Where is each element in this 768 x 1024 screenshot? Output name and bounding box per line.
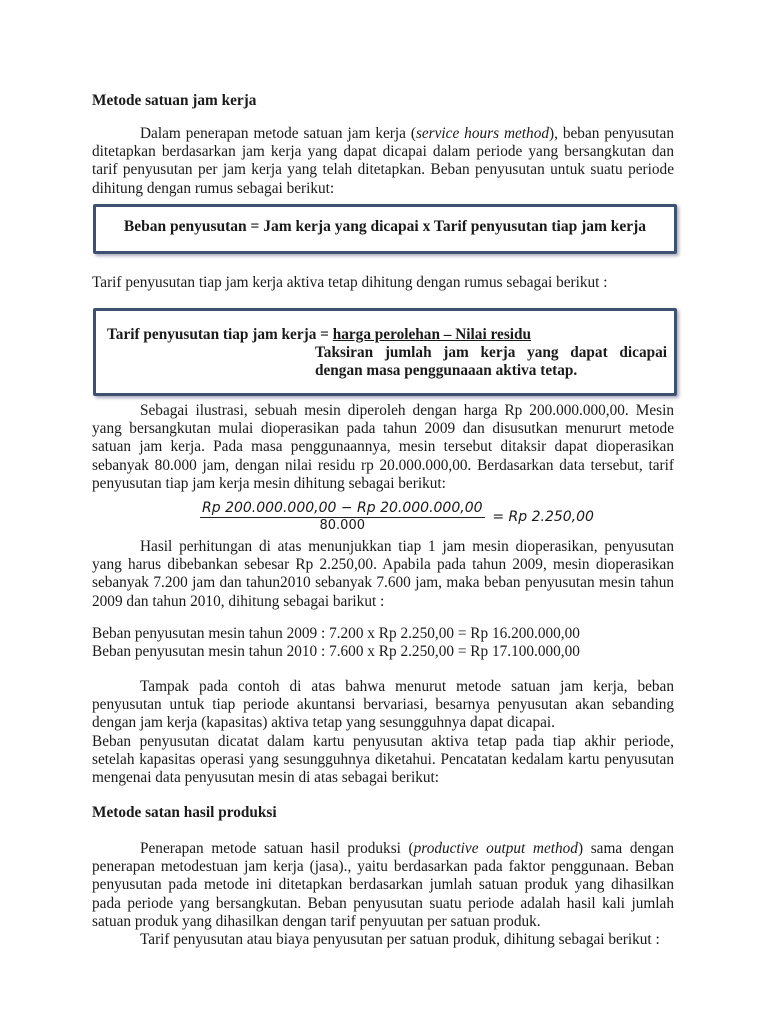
paragraph-line: Hasil perhitungan di atas menunjukkan tiap 1 jam mesin dioperasikan, penyusutan: [140, 538, 674, 555]
formula-tarif-numerator-line: Tarif penyusutan tiap jam kerja = harga perolehan – Nilai residu: [107, 326, 532, 343]
calculation-list: [92, 625, 674, 661]
paragraph-line: Tampak pada contoh di atas bahwa menurut metode satuan jam kerja, beban: [140, 678, 674, 695]
paragraph-tarif: Tarif penyusutan tiap jam kerja aktiva tetap dihitung dengan rumus sebagai berikut :: [92, 274, 608, 291]
formula-calculation: [200, 500, 594, 533]
paragraph-line: dihitung dengan rumus sebagai berikut:: [92, 179, 335, 197]
denominator-line: Taksiran jumlah jam kerja yang dapat dicapai: [315, 344, 667, 361]
paragraph-intro: [92, 125, 674, 198]
fraction-result: = Rp 2.250,00: [492, 508, 594, 525]
paragraph-line: yang harus dibebankan sebesar Rp 2.250,00. Apabila pada tahun 2009, mesin dioperasikan: [92, 556, 674, 574]
fraction: [200, 500, 485, 533]
formula-box-tarif: [93, 308, 677, 396]
paragraph-hasil: [92, 538, 674, 611]
paragraph-tampak: [92, 678, 674, 787]
paragraph-line: ditetapkan berdasarkan jam kerja yang dapat dicapai dalam periode yang bersangkutan dan: [92, 143, 674, 161]
formula-tarif-denominator: [315, 344, 667, 380]
paragraph-line: satuan jam kerja. Pada masa penggunaannya, mesin tersebut ditaksir dapat dioperasikan: [92, 438, 674, 456]
paragraph-ilustrasi: [92, 402, 674, 493]
paragraph-line: satuan produk yang dihasilkan dengan tarif penyuutan per satuan produk.: [92, 912, 541, 930]
paragraph-line: penerapan metodestuan jam kerja (jasa)., yaitu berdasarkan pada faktor penggunaan. Beban: [92, 858, 674, 876]
calculation-2009: Beban penyusutan mesin tahun 2009 : 7.200 x Rp 2.250,00 = Rp 16.200.000,00: [92, 625, 580, 642]
paragraph-line: Penerapan metode satuan hasil produksi (productive output method) sama dengan: [140, 840, 674, 857]
paragraph-hasil-produksi: [92, 840, 674, 949]
paragraph-line: penyusutan pada metode ini ditetapkan berdasarkan jumlah satuan produk yang dihasilkan: [92, 876, 674, 894]
paragraph-line: setelah kapasitas operasi yang sesungguhnya diketahui. Pencatatan kedalam kartu penyusutan: [92, 750, 674, 768]
paragraph-line: Tarif penyusutan atau biaya penyusutan per satuan produk, dihitung sebagai berikut :: [140, 930, 660, 948]
denominator-line: dengan masa penggunaaan aktiva tetap.: [315, 362, 578, 380]
paragraph-line: yang bersangkutan mulai dioperasikan pada tahun 2009 dan disusutkan menururt metode: [92, 420, 674, 438]
heading-metode-satuan-jam-kerja: Metode satuan jam kerja: [92, 92, 257, 109]
heading-metode-satuan-hasil-produksi: Metode satan hasil produksi: [92, 804, 277, 821]
paragraph-line: mengenai data penyusutan mesin di atas sebagai berikut:: [92, 768, 440, 786]
fraction-numerator: Rp 200.000.000,00 − Rp 20.000.000,00: [202, 500, 483, 516]
paragraph-line: Beban penyusutan dicatat dalam kartu penyusutan aktiva tetap pada tiap akhir periode,: [92, 732, 674, 750]
paragraph-line: penyusutan tiap jam kerja mesin dihitung sebagai berikut:: [92, 474, 446, 492]
paragraph-line: sebanyak 80.000 jam, dengan nilai residu rp 20.000.000,00. Berdasarkan data tersebut, tarif: [92, 456, 674, 474]
paragraph-line: 2009 dan tahun 2010, dihitung sebagai barikut :: [92, 592, 385, 610]
paragraph-line: Dalam penerapan metode satuan jam kerja (service hours method), beban penyusutan: [140, 125, 674, 142]
paragraph-line: penyusutan untuk tiap periode akuntansi bervariasi, besarnya penyusutan akan sebanding: [92, 696, 674, 714]
calculation-2010: Beban penyusutan mesin tahun 2010 : 7.600 x Rp 2.250,00 = Rp 17.100.000,00: [92, 643, 580, 661]
formula-box-beban: [93, 204, 677, 254]
paragraph-line: sebanyak 7.200 jam dan tahun2010 sebanyak 7.600 jam, maka beban penyusutan mesin tahun: [92, 574, 674, 592]
paragraph-line: Sebagai ilustrasi, sebuah mesin diperoleh dengan harga Rp 200.000.000,00. Mesin: [140, 402, 674, 419]
formula-beban-penyusutan: Beban penyusutan = Jam kerja yang dicapai x Tarif penyusutan tiap jam kerja: [123, 218, 647, 235]
paragraph-line: tarif penyusutan per jam kerja yang telah ditetapkan. Beban penyusutan untuk suatu periode: [92, 161, 674, 179]
paragraph-line: dengan jam kerja (kapasitas) aktiva tetap yang sesungguhnya dapat dicapai.: [92, 714, 555, 732]
paragraph-line: pada periode yang bersangkutan. Beban penyusutan suatu periode adalah hasil kali jumlah: [92, 894, 674, 912]
fraction-denominator: 80.000: [319, 518, 365, 533]
